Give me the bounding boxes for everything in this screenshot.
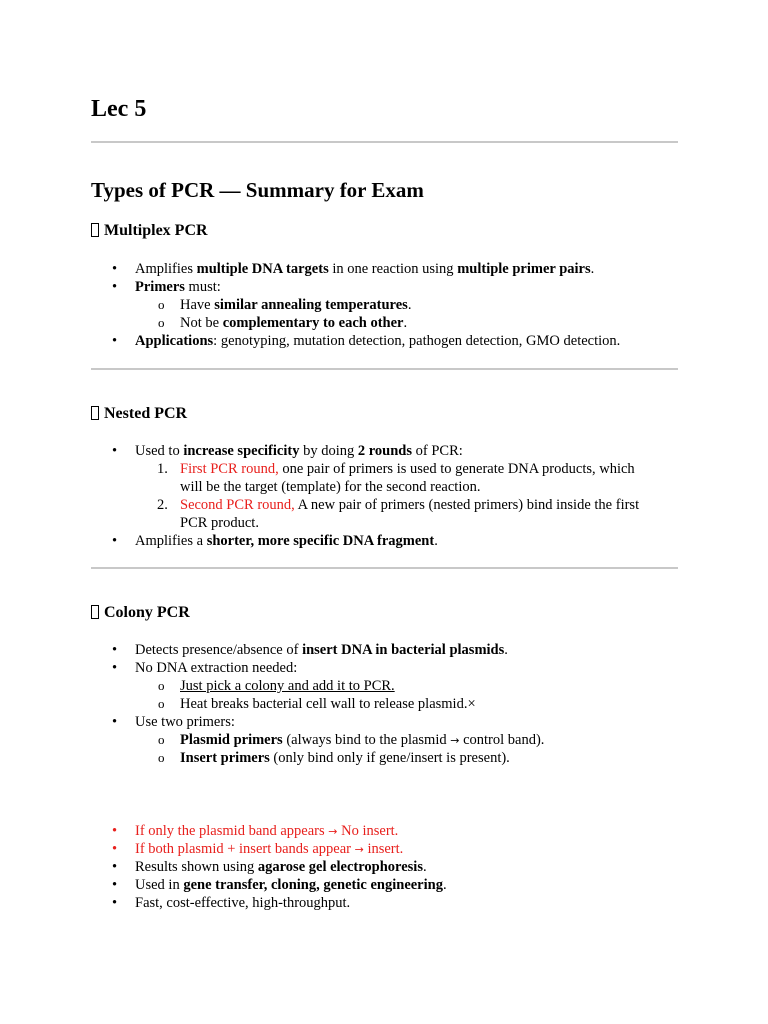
list-item: • If both plasmid + insert bands appear → insert. (91, 840, 678, 858)
colony-list (91, 641, 678, 767)
list-item: • Primers must: (91, 278, 678, 296)
list-item: • Amplifies multiple DNA targets in one reaction using multiple primer pairs. (91, 260, 678, 278)
nested-heading-text: Nested PCR (104, 405, 188, 422)
sub-list-item: o Insert primers (only bind only if gene/insert is present). (91, 749, 678, 767)
list-item: • Used to increase specificity by doing 2 rounds of PCR: (91, 442, 678, 460)
missing-glyph-icon (91, 223, 99, 237)
numbered-item-continuation: will be the target (template) for the second reaction. (180, 479, 481, 495)
right-arrow-icon: → (328, 825, 338, 838)
list-item: • Fast, cost-effective, high-throughput. (91, 894, 678, 912)
list-item: • Detects presence/absence of insert DNA in bacterial plasmids. (91, 641, 678, 659)
colony-results-list (91, 822, 678, 912)
sub-list-item: o Not be complementary to each other. (91, 314, 678, 332)
lecture-title: Lec 5 (91, 96, 147, 122)
list-item: • Use two primers: (91, 713, 678, 731)
numbered-item: 2. Second PCR round, A new pair of primers (nested primers) bind inside the first (157, 497, 640, 513)
colony-heading (91, 602, 190, 624)
colony-heading-text: Colony PCR (104, 604, 190, 621)
list-item: • Used in gene transfer, cloning, genetic engineering. (91, 876, 678, 894)
right-arrow-icon: → (450, 734, 460, 747)
nested-list (91, 442, 678, 550)
list-item: • Applications: genotyping, mutation detection, pathogen detection, GMO detection. (91, 332, 678, 350)
numbered-item-continuation: PCR product. (180, 515, 259, 531)
list-item: • No DNA extraction needed: (91, 659, 678, 677)
missing-glyph-icon (91, 406, 99, 420)
sub-list-item: o Plasmid primers (always bind to the plasmid → control band). (91, 731, 678, 749)
divider (91, 567, 678, 569)
sub-list-item: o Have similar annealing temperatures. (91, 296, 678, 314)
sub-list-item: o Heat breaks bacterial cell wall to release plasmid.× (91, 695, 678, 713)
numbered-item: 1. First PCR round, one pair of primers is used to generate DNA products, which (157, 461, 635, 477)
nested-heading (91, 403, 187, 425)
multiplex-heading-text: Multiplex PCR (104, 222, 208, 239)
list-item: • If only the plasmid band appears → No insert. (91, 822, 678, 840)
sub-list-item: o Just pick a colony and add it to PCR. (91, 677, 678, 695)
summary-heading: Types of PCR — Summary for Exam (91, 178, 424, 202)
missing-glyph-icon (91, 605, 99, 619)
divider (91, 368, 678, 370)
list-item: • Amplifies a shorter, more specific DNA fragment. (91, 532, 678, 550)
divider (91, 141, 678, 143)
multiplex-heading (91, 220, 208, 242)
list-item: • Results shown using agarose gel electrophoresis. (91, 858, 678, 876)
multiplex-list (91, 260, 678, 350)
right-arrow-icon: → (354, 843, 364, 856)
